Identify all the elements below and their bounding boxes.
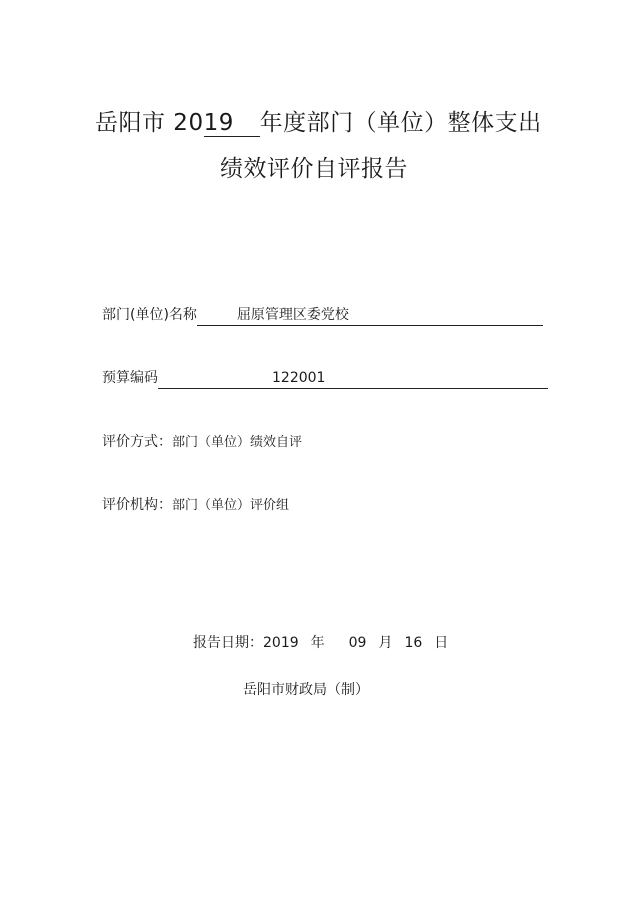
report-date-day-unit: 日 [434,635,449,651]
evaluation-org-label: 评价机构： [102,497,172,513]
issuer: 岳阳市财政局（制） [243,682,369,698]
evaluation-method-label: 评价方式： [102,434,172,450]
report-date [193,632,448,652]
dept-name-label: 部门(单位)名称 [102,307,197,323]
report-date-year: 2019 [263,635,299,651]
evaluation-org-field [102,494,289,514]
evaluation-org-value: 部门（单位）评价组 [172,498,290,513]
title-prefix: 岳阳市 20 [95,110,204,136]
report-date-label: 报告日期： [193,635,263,651]
title-year: 19 [204,110,260,137]
budget-code-value: 122001 [158,370,548,389]
evaluation-method-value: 部门（单位）绩效自评 [172,435,303,450]
report-title-line2: 绩效评价自评报告 [220,156,408,182]
dept-name-field [102,304,543,326]
report-date-day: 16 [404,635,423,651]
report-date-month: 09 [348,635,367,651]
report-date-year-unit: 年 [310,635,325,651]
budget-code-field [102,367,548,389]
title-suffix: 年度部门（单位）整体支出 [259,110,542,136]
dept-name-value: 屈原管理区委党校 [197,307,543,326]
budget-code-label: 预算编码 [102,370,158,386]
report-title-line1 [95,104,542,137]
evaluation-method-field [102,431,302,451]
report-date-month-unit: 月 [378,635,393,651]
